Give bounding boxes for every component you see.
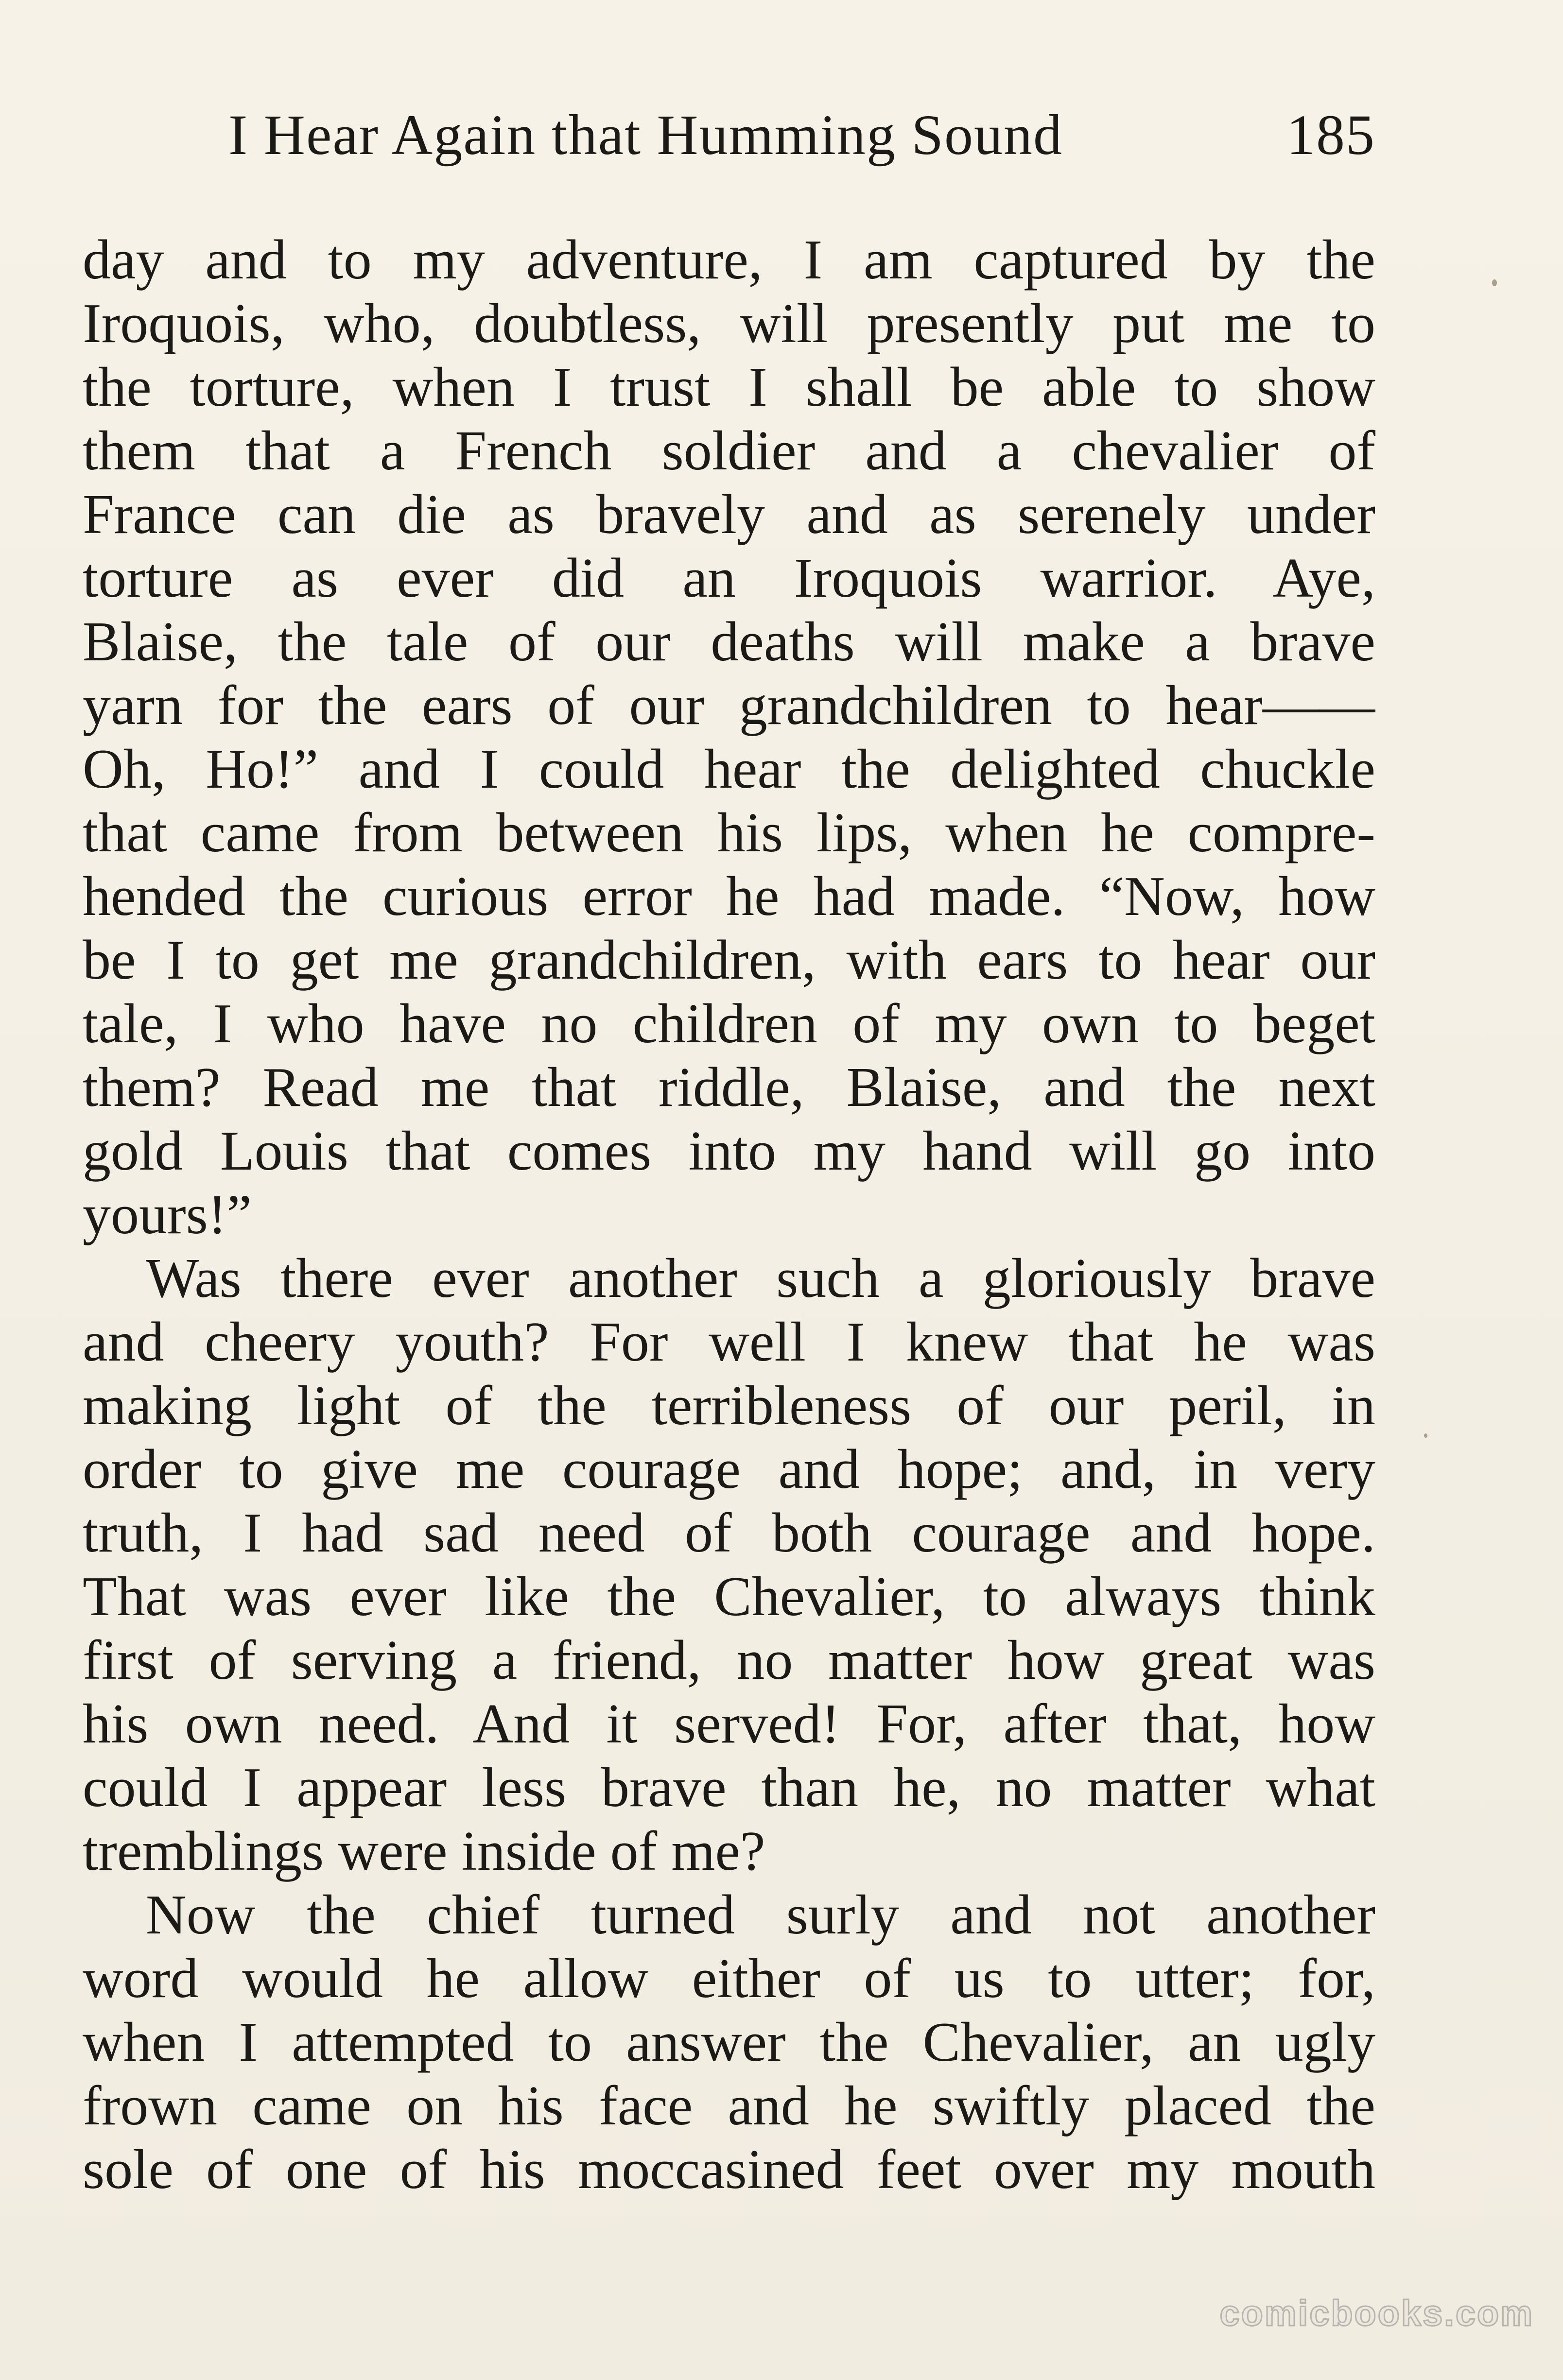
text-line: gold Louis that comes into my hand will go into <box>83 1120 1375 1182</box>
text-line: tale, I who have no children of my own to beget <box>83 993 1375 1055</box>
text-line: France can die as bravely and as serenely under <box>83 483 1375 546</box>
text-line: first of serving a friend, no matter how great was <box>83 1629 1375 1691</box>
paper-speck <box>1492 279 1497 286</box>
text-line: frown came on his face and he swiftly placed the <box>83 2075 1375 2137</box>
running-head-title: I Hear Again that Humming Sound <box>228 103 1063 167</box>
page-number: 185 <box>1286 103 1375 167</box>
text-line: his own need. And it served! For, after that, how <box>83 1693 1375 1755</box>
text-line: that came from between his lips, when he compre- <box>83 802 1375 864</box>
text-line: the torture, when I trust I shall be able to show <box>83 356 1375 418</box>
text-line: and cheery youth? For well I knew that he was <box>83 1311 1375 1373</box>
running-head <box>83 102 1375 170</box>
text-line: torture as ever did an Iroquois warrior. Aye, <box>83 547 1375 609</box>
text-line: truth, I had sad need of both courage and hope. <box>83 1502 1375 1564</box>
text-line: making light of the terribleness of our peril, in <box>83 1375 1375 1437</box>
text-line: hended the curious error he had made. “Now, how <box>83 865 1375 928</box>
text-line: them that a French soldier and a chevalier of <box>83 420 1375 482</box>
body-text <box>83 228 1375 2202</box>
text-line: yours!” <box>83 1184 252 1246</box>
text-line: yarn for the ears of our grandchildren to hear—— <box>83 674 1375 737</box>
text-line: Now the chief turned surly and not another <box>146 1884 1375 1946</box>
text-line: order to give me courage and hope; and, in very <box>83 1438 1375 1500</box>
watermark-logo: comicbooks.com <box>1219 2293 1534 2333</box>
text-line: tremblings were inside of me? <box>83 1820 765 1882</box>
text-line: could I appear less brave than he, no matter what <box>83 1757 1375 1819</box>
text-line: day and to my adventure, I am captured by the <box>83 229 1375 291</box>
text-line: That was ever like the Chevalier, to always think <box>83 1566 1375 1628</box>
text-line: Oh, Ho!” and I could hear the delighted chuckle <box>83 738 1375 800</box>
text-line: Iroquois, who, doubtless, will presently put me to <box>83 293 1375 355</box>
text-line: word would he allow either of us to utter; for, <box>83 1948 1375 2010</box>
text-line: sole of one of his moccasined feet over my mouth <box>83 2139 1375 2201</box>
text-line: Blaise, the tale of our deaths will make a brave <box>83 611 1375 673</box>
text-line: Was there ever another such a gloriously brave <box>146 1247 1375 1310</box>
text-line: when I attempted to answer the Chevalier, an ugly <box>83 2011 1375 2073</box>
text-line: be I to get me grandchildren, with ears to hear our <box>83 929 1375 991</box>
text-line: them? Read me that riddle, Blaise, and the next <box>83 1056 1375 1119</box>
paper-speck <box>1424 1433 1427 1438</box>
